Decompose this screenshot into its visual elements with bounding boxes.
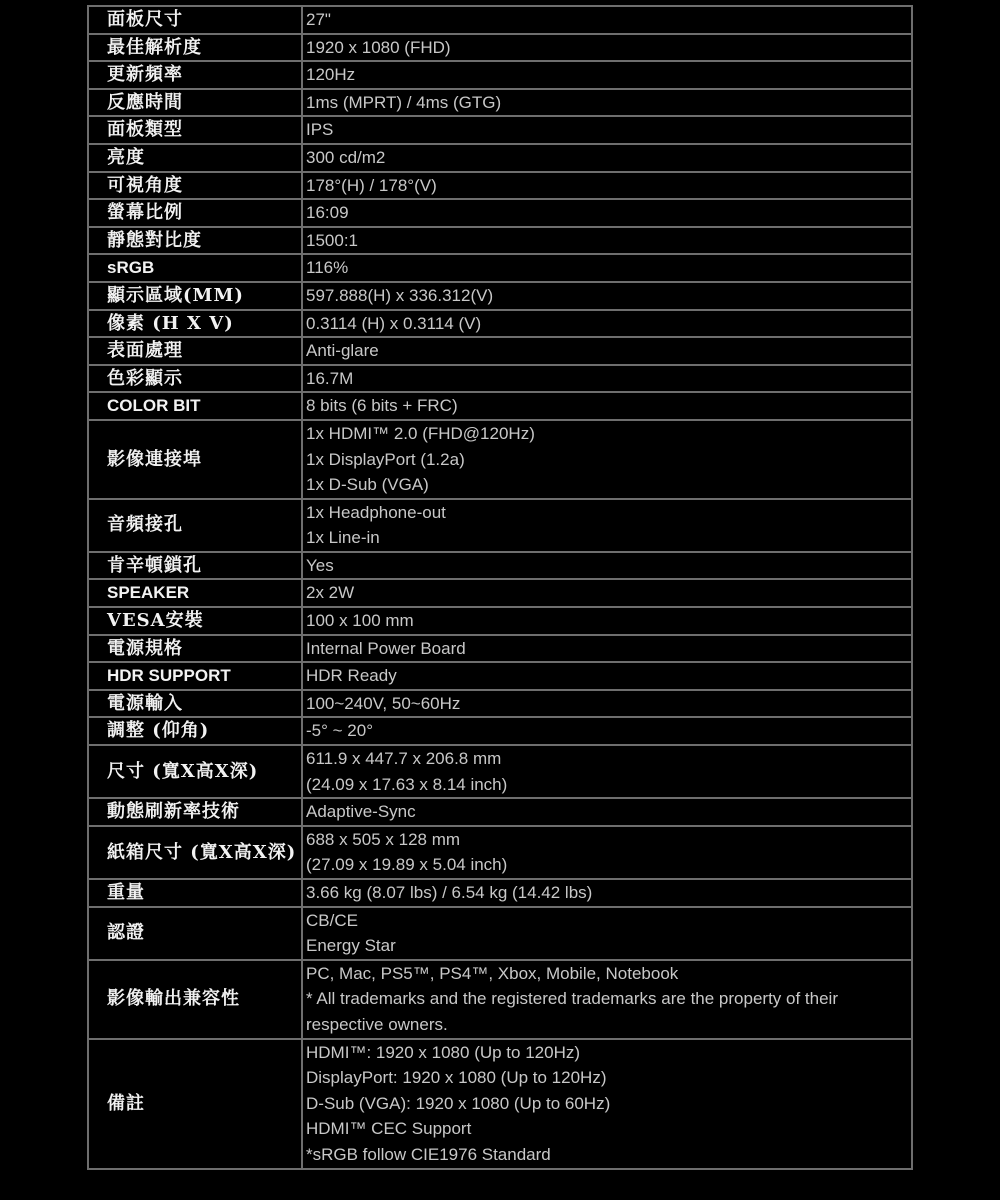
spec-label: 表面處理 [88,337,302,365]
spec-label: 音頻接孔 [88,499,302,552]
spec-value [302,254,912,282]
spec-value [302,798,912,826]
spec-row [88,690,912,718]
spec-row [88,717,912,745]
spec-value-line: 1x HDMI™ 2.0 (FHD@120Hz) [306,423,535,443]
spec-label: 靜態對比度 [88,227,302,255]
spec-value-line: *sRGB follow CIE1976 Standard [306,1144,551,1164]
spec-row [88,365,912,393]
spec-row [88,420,912,499]
spec-value-line: 1x Headphone-out [306,502,446,522]
spec-value-line: DisplayPort: 1920 x 1080 (Up to 120Hz) [306,1068,607,1088]
spec-value-line: 688 x 505 x 128 mm [306,829,461,849]
spec-value [302,579,912,607]
spec-value [302,337,912,365]
spec-label: 影像連接埠 [88,420,302,499]
spec-value-line: Yes [306,555,334,575]
spec-value-line: CB/CE [306,910,358,930]
spec-value [302,227,912,255]
spec-value [302,607,912,635]
spec-row [88,662,912,690]
spec-row [88,34,912,62]
spec-row [88,499,912,552]
spec-row [88,227,912,255]
spec-value [302,61,912,89]
spec-label: SPEAKER [88,579,302,607]
spec-row [88,826,912,879]
spec-value-line: Energy Star [306,936,396,956]
spec-row [88,282,912,310]
spec-label: 備註 [88,1039,302,1169]
spec-value [302,310,912,338]
spec-value [302,907,912,960]
spec-table-body [88,6,912,1169]
spec-label: 亮度 [88,144,302,172]
spec-row [88,552,912,580]
spec-value-line: 120Hz [306,65,356,85]
spec-value-line: HDMI™: 1920 x 1080 (Up to 120Hz) [306,1042,581,1062]
spec-value-line: IPS [306,120,334,140]
spec-label: 調整 (仰角) [88,717,302,745]
spec-row [88,960,912,1039]
spec-row [88,337,912,365]
spec-value-line: (24.09 x 17.63 x 8.14 inch) [306,774,508,794]
spec-value [302,499,912,552]
spec-row [88,199,912,227]
spec-value-line: D-Sub (VGA): 1920 x 1080 (Up to 60Hz) [306,1093,611,1113]
spec-value-line: 27" [306,10,331,29]
spec-value [302,552,912,580]
spec-value-line: 1920 x 1080 (FHD) [306,37,451,57]
spec-value-line: respective owners. [306,1014,448,1034]
spec-value [302,717,912,745]
spec-label: 尺寸 (寬X高X深) [88,745,302,798]
spec-row [88,579,912,607]
spec-row [88,116,912,144]
spec-value [302,89,912,117]
spec-value [302,6,912,34]
spec-value-line: 178°(H) / 178°(V) [306,175,437,195]
spec-label: 重量 [88,879,302,907]
spec-row [88,89,912,117]
spec-row [88,745,912,798]
spec-value [302,172,912,200]
spec-value-line: 1x DisplayPort (1.2a) [306,449,465,469]
spec-value-line: 8 bits (6 bits + FRC) [306,396,458,416]
spec-row [88,392,912,420]
spec-value-line: 100 x 100 mm [306,611,414,631]
spec-value [302,879,912,907]
spec-row [88,254,912,282]
spec-value [302,282,912,310]
spec-value [302,392,912,420]
spec-label: 最佳解析度 [88,34,302,62]
spec-label: VESA安裝 [88,607,302,635]
spec-row [88,879,912,907]
spec-label: 螢幕比例 [88,199,302,227]
spec-value [302,199,912,227]
spec-value-line: -5° ~ 20° [306,721,373,741]
spec-value-line: 1x Line-in [306,528,380,548]
spec-row [88,1039,912,1169]
spec-value-line: 1500:1 [306,230,358,250]
spec-label: 動態刷新率技術 [88,798,302,826]
spec-label: sRGB [88,254,302,282]
spec-row [88,172,912,200]
spec-label: 紙箱尺寸 (寬X高X深) [88,826,302,879]
spec-row [88,144,912,172]
spec-value [302,635,912,663]
spec-label: 面板類型 [88,116,302,144]
spec-label: 影像輸出兼容性 [88,960,302,1039]
spec-row [88,798,912,826]
spec-value-line: HDR Ready [306,666,397,686]
spec-row [88,907,912,960]
spec-value-line: HDMI™ CEC Support [306,1119,472,1139]
spec-label: 可視角度 [88,172,302,200]
spec-value-line: 611.9 x 447.7 x 206.8 mm [306,749,502,769]
spec-value-line: 116% [306,258,349,278]
spec-row [88,607,912,635]
spec-label: 更新頻率 [88,61,302,89]
spec-label: 電源輸入 [88,690,302,718]
spec-label: 認證 [88,907,302,960]
spec-value-line: Adaptive-Sync [306,802,416,822]
spec-value [302,116,912,144]
spec-value-line: 16.7M [306,368,354,388]
spec-row [88,6,912,34]
spec-value-line: * All trademarks and the registered trademarks are the property of their [306,989,838,1009]
spec-label: 電源規格 [88,635,302,663]
spec-value-line: 2x 2W [306,583,355,603]
spec-value-line: Anti-glare [306,341,379,361]
spec-label: 反應時間 [88,89,302,117]
spec-value-line: (27.09 x 19.89 x 5.04 inch) [306,855,508,875]
spec-value-line: 1ms (MPRT) / 4ms (GTG) [306,92,502,112]
spec-value [302,1039,912,1169]
spec-value-line: 100~240V, 50~60Hz [306,693,461,713]
spec-value-line: 300 cd/m2 [306,147,386,167]
spec-value-line: 3.66 kg (8.07 lbs) / 6.54 kg (14.42 lbs) [306,883,593,902]
spec-label: 像素 (H X V) [88,310,302,338]
spec-row [88,635,912,663]
spec-label: 顯示區域(MM) [88,282,302,310]
spec-label: 面板尺寸 [88,6,302,34]
spec-value [302,745,912,798]
spec-value-line: 0.3114 (H) x 0.3114 (V) [306,313,482,333]
spec-row [88,310,912,338]
spec-value-line: 597.888(H) x 336.312(V) [306,285,494,305]
spec-value [302,690,912,718]
spec-value [302,144,912,172]
spec-value [302,34,912,62]
spec-value [302,420,912,499]
spec-value [302,662,912,690]
spec-label: 色彩顯示 [88,365,302,393]
spec-value-line: Internal Power Board [306,638,466,658]
spec-label: COLOR BIT [88,392,302,420]
spec-value-line: 16:09 [306,203,349,223]
spec-value [302,365,912,393]
spec-label: HDR SUPPORT [88,662,302,690]
spec-label: 肯辛頓鎖孔 [88,552,302,580]
spec-value [302,960,912,1039]
spec-value [302,826,912,879]
spec-table [87,5,913,1170]
spec-value-line: PC, Mac, PS5™, PS4™, Xbox, Mobile, Notebook [306,963,679,983]
spec-row [88,61,912,89]
spec-value-line: 1x D-Sub (VGA) [306,475,429,495]
